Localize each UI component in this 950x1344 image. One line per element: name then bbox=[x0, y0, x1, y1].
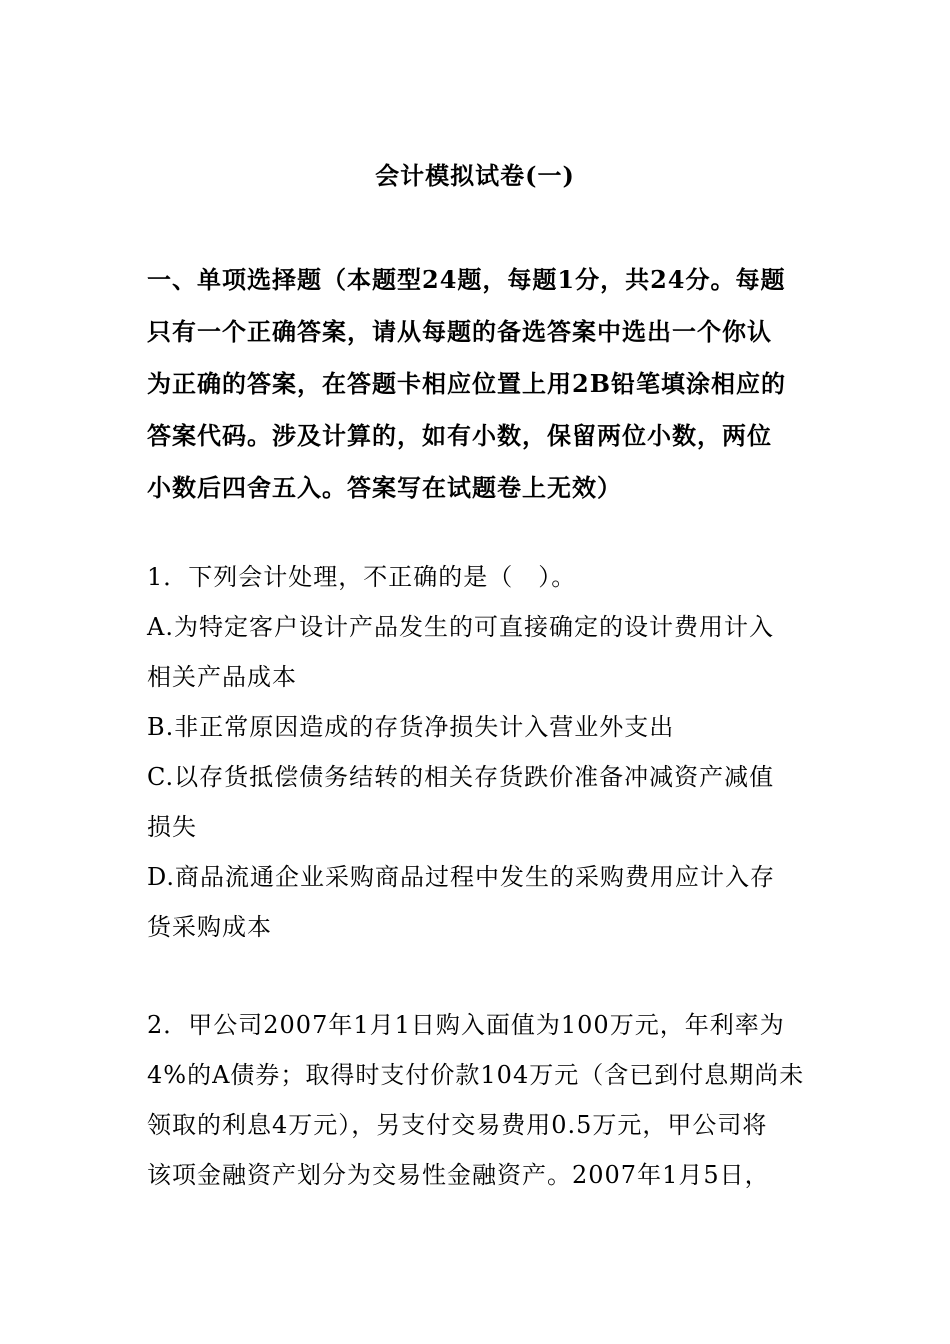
question-stem-line: 4%的A债券；取得时支付价款104万元（含已到付息期尚未 bbox=[147, 1061, 805, 1089]
page-title: 会计模拟试卷(一) bbox=[375, 161, 575, 190]
section-heading-line: 答案代码。涉及计算的，如有小数，保留两位小数，两位 bbox=[147, 421, 772, 450]
option-c-line: 损失 bbox=[147, 813, 197, 841]
option-d bbox=[147, 852, 807, 952]
option-d-line: D.商品流通企业采购商品过程中发生的采购费用应计入存 bbox=[147, 863, 776, 891]
option-a-line: A.为特定客户设计产品发生的可直接确定的设计费用计入 bbox=[147, 613, 774, 641]
question-stem-line: 领取的利息4万元），另支付交易费用0.5万元，甲公司将 bbox=[147, 1111, 768, 1139]
option-a bbox=[147, 602, 807, 702]
option-c-line: C.以存货抵偿债务结转的相关存货跌价准备冲减资产减值 bbox=[147, 763, 775, 791]
question-stem-line: 该项金融资产划分为交易性金融资产。2007年1月5日， bbox=[147, 1161, 770, 1189]
option-a-line: 相关产品成本 bbox=[147, 663, 297, 691]
question-stem-line: 2．甲公司2007年1月1日购入面值为100万元，年利率为 bbox=[147, 1011, 785, 1039]
section-heading-line: 小数后四舍五入。答案写在试题卷上无效） bbox=[147, 473, 622, 502]
section-heading bbox=[147, 254, 807, 514]
question-1 bbox=[147, 552, 807, 952]
section-heading-line: 一、单项选择题（本题型24题，每题1分，共24分。每题 bbox=[147, 265, 786, 294]
option-b bbox=[147, 702, 807, 752]
option-b-line: B.非正常原因造成的存货净损失计入营业外支出 bbox=[147, 713, 675, 741]
section-heading-line: 只有一个正确答案，请从每题的备选答案中选出一个你认 bbox=[147, 317, 772, 346]
section-heading-line: 为正确的答案，在答题卡相应位置上用2B铅笔填涂相应的 bbox=[147, 369, 786, 398]
option-c bbox=[147, 752, 807, 852]
option-d-line: 货采购成本 bbox=[147, 913, 272, 941]
question-2 bbox=[147, 1000, 807, 1200]
question-stem: 1．下列会计处理，不正确的是（ ）。 bbox=[147, 563, 577, 591]
